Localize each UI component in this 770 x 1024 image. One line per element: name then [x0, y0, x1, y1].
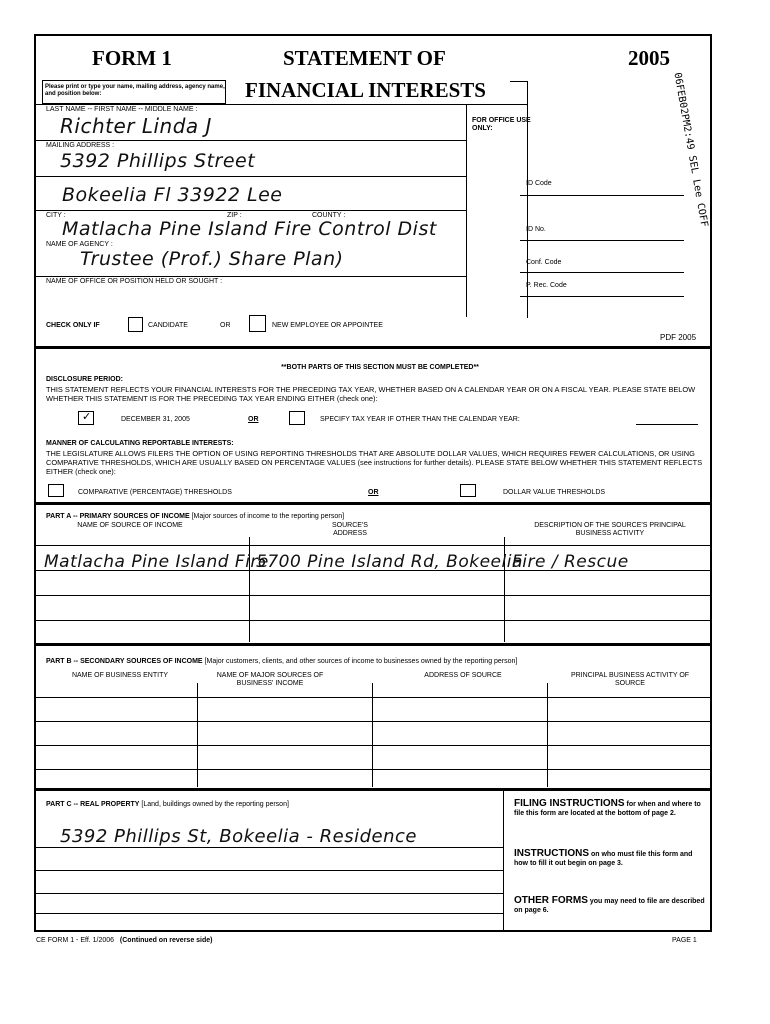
or-label-1: OR: [220, 322, 231, 329]
part-a-note: [Major sources of income to the reporting person]: [191, 513, 345, 520]
part-c-heading-row: [46, 801, 289, 808]
p-rec-code-label: P. Rec. Code: [526, 282, 567, 289]
both-parts-note: **BOTH PARTS OF THIS SECTION MUST BE COMPLETED**: [281, 364, 479, 371]
comparative-label: COMPARATIVE (PERCENTAGE) THRESHOLDS: [78, 489, 232, 496]
candidate-checkbox[interactable]: [128, 317, 143, 332]
check-only-label: CHECK ONLY IF: [46, 322, 100, 329]
new-employee-label: NEW EMPLOYEE OR APPOINTEE: [272, 322, 383, 329]
footer-left: [36, 937, 213, 944]
or-label-2: OR: [248, 416, 259, 423]
county-label: COUNTY :: [312, 212, 346, 219]
part-b-col3: ADDRESS OF SOURCE: [424, 672, 502, 679]
instr-title: INSTRUCTIONS: [514, 848, 589, 859]
or-label-3: OR: [368, 489, 379, 496]
candidate-label: CANDIDATE: [148, 322, 188, 329]
agency-label: NAME OF AGENCY :: [46, 241, 113, 248]
part-b-note: [Major customers, clients, and other sources of income to businesses owned by the reporting person]: [204, 658, 518, 665]
address-line2[interactable]: Bokeelia Fl 33922 Lee: [62, 184, 283, 206]
footer-continued: (Continued on reverse side): [119, 937, 213, 944]
instr-text: on who must file this form and how to fill it out begin on page 3.: [514, 851, 693, 867]
dec31-check-mark: ✓: [82, 411, 92, 423]
part-c-heading: PART C -- REAL PROPERTY: [46, 801, 140, 808]
other-forms-instructions: [514, 897, 708, 915]
part-b-col1: NAME OF BUSINESS ENTITY: [71, 672, 169, 679]
filing-text: for when and where to file this form are located at the bottom of page 2.: [514, 801, 701, 817]
part-a-heading-row: [46, 513, 344, 520]
dollar-label: DOLLAR VALUE THRESHOLDS: [503, 489, 606, 496]
form-number: FORM 1: [92, 46, 172, 70]
city-label: CITY :: [46, 212, 66, 219]
part-a-row1-address[interactable]: 5700 Pine Island Rd, Bokeelia: [256, 552, 523, 572]
part-a-row1-activity[interactable]: Fire / Rescue: [512, 552, 629, 572]
filing-title: FILING INSTRUCTIONS: [514, 798, 625, 809]
part-b-heading-row: [46, 658, 517, 665]
pdf-version: PDF 2005: [660, 333, 697, 342]
manner-heading: MANNER OF CALCULATING REPORTABLE INTERESTS:: [46, 440, 234, 447]
other-text: you may need to file are described on page 6.: [514, 898, 705, 914]
part-a-col2: SOURCE'S ADDRESS: [332, 522, 368, 537]
name-label: LAST NAME -- FIRST NAME -- MIDDLE NAME :: [46, 106, 198, 113]
dec31-label: DECEMBER 31, 2005: [121, 416, 190, 423]
specify-checkbox[interactable]: [289, 411, 305, 425]
comparative-checkbox[interactable]: [48, 484, 64, 497]
new-employee-checkbox[interactable]: [249, 315, 266, 332]
part-a-col1: NAME OF SOURCE OF INCOME: [77, 522, 183, 529]
office-value[interactable]: Trustee (Prof.) Share Plan): [80, 248, 344, 270]
agency-value[interactable]: Matlacha Pine Island Fire Control Dist: [62, 218, 437, 240]
part-b-col4: PRINCIPAL BUSINESS ACTIVITY OF SOURCE: [570, 672, 690, 687]
title-line1: STATEMENT OF: [283, 46, 446, 70]
filing-instructions: [514, 800, 708, 818]
period-heading: DISCLOSURE PERIOD:: [46, 376, 124, 383]
who-must-file-instructions: [514, 850, 708, 868]
manner-text: THE LEGISLATURE ALLOWS FILERS THE OPTION OF USING REPORTING THRESHOLDS THAT ARE ABSOLUTE DOLLAR VALUES, WHICH REQUIRES FEWER CALCULATIONS, OR USING COMPARATIVE THRESHOLDS, WHICH ARE USUALLY BASED ON PERCENTAGE VALUES (see instructions for further details). PLEASE STATE BELOW WHETHER THIS STATEMENT REFLECTS EITHER (check one):: [46, 449, 703, 476]
id-code-label: ID Code: [526, 180, 552, 187]
zip-label: ZIP :: [227, 212, 242, 219]
title-line2: FINANCIAL INTERESTS: [245, 78, 486, 102]
footer-page: PAGE 1: [672, 937, 697, 944]
period-text: THIS STATEMENT REFLECTS YOUR FINANCIAL INTERESTS FOR THE PRECEDING TAX YEAR, WHETHER BASED ON A CALENDAR YEAR OR ON A FISCAL YEAR. PLEASE STATE BELOW WHETHER THIS STATEMENT IS FOR THE PRECEDING TAX YEAR ENDING EITHER (check one):: [46, 385, 696, 403]
part-c-note: [Land, buildings owned by the reporting person]: [141, 801, 289, 808]
part-a-col3: DESCRIPTION OF THE SOURCE'S PRINCIPAL BUSINESS ACTIVITY: [534, 522, 686, 537]
part-c-row1[interactable]: 5392 Phillips St, Bokeelia - Residence: [60, 826, 417, 847]
part-b-heading: PART B -- SECONDARY SOURCES OF INCOME: [46, 658, 203, 665]
office-use-label: FOR OFFICE USE ONLY:: [472, 117, 531, 132]
form-year: 2005: [628, 46, 670, 70]
other-title: OTHER FORMS: [514, 895, 588, 906]
name-value[interactable]: Richter Linda J: [60, 114, 212, 138]
address-line1[interactable]: 5392 Phillips Street: [60, 150, 256, 172]
part-a-heading: PART A -- PRIMARY SOURCES OF INCOME: [46, 513, 190, 520]
part-a-row1-name[interactable]: Matlacha Pine Island Fire: [44, 552, 269, 572]
office-label: NAME OF OFFICE OR POSITION HELD OR SOUGHT :: [46, 278, 223, 285]
dollar-checkbox[interactable]: [460, 484, 476, 497]
mailing-label: MAILING ADDRESS :: [46, 142, 115, 149]
id-no-label: ID No.: [526, 226, 546, 233]
print-instructions: Please print or type your name, mailing address, agency name, and position below:: [45, 84, 225, 97]
part-b-col2: NAME OF MAJOR SOURCES OF BUSINESS' INCOME: [216, 672, 324, 687]
received-stamp: 06FEB02PM2:49 SEL Lee COFF: [671, 71, 710, 228]
specify-label: SPECIFY TAX YEAR IF OTHER THAN THE CALENDAR YEAR:: [320, 416, 520, 423]
footer-form-id: CE FORM 1 - Eff. 1/2006: [36, 937, 115, 944]
conf-code-label: Conf. Code: [526, 259, 562, 266]
